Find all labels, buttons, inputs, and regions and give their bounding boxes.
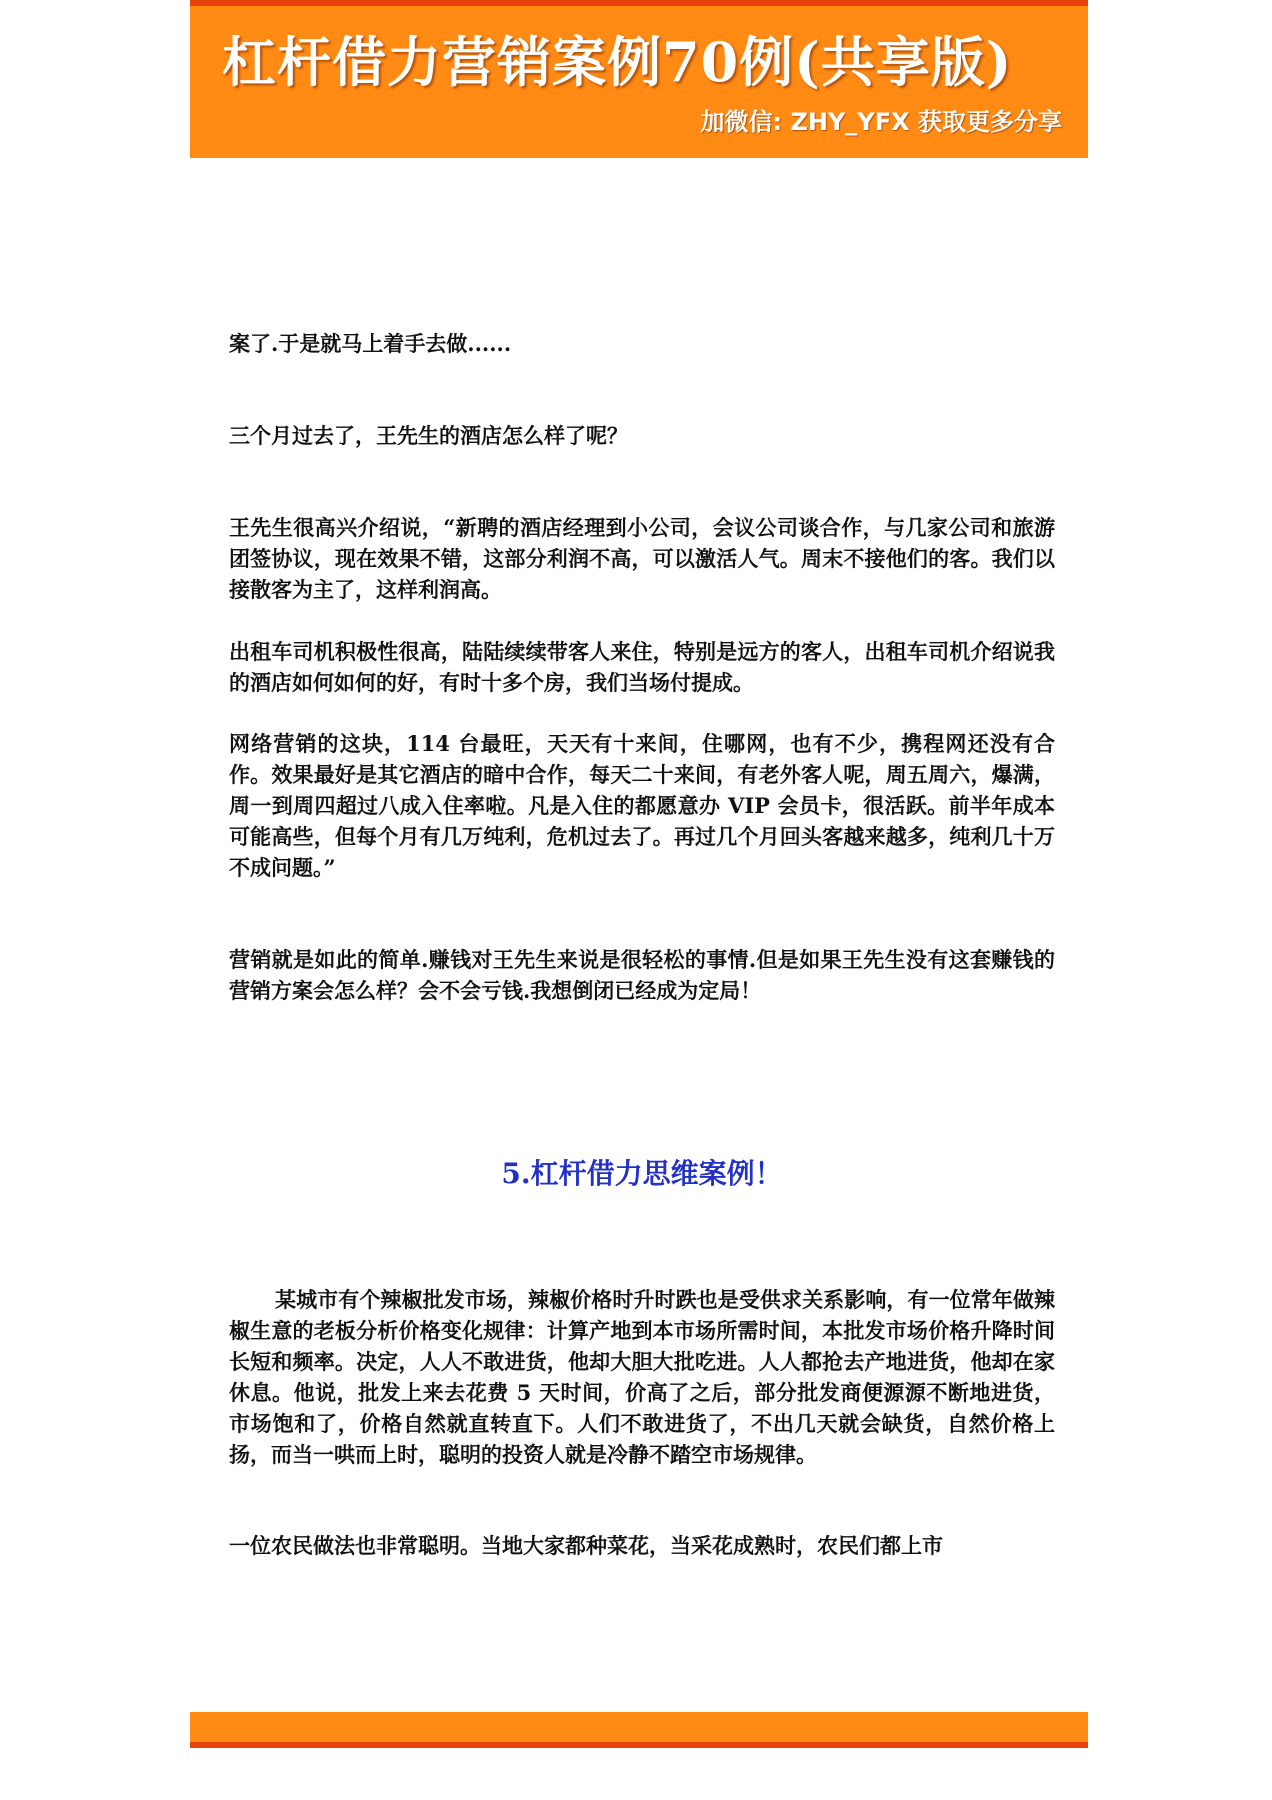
footer-bar [190, 1712, 1088, 1748]
paragraph-3: 王先生很高兴介绍说，“新聘的酒店经理到小公司，会议公司谈合作，与几家公司和旅游团签协议，现在效果不错，这部分利润不高，可以激活人气。周末不接他们的客。我们以接散客为主了，这样利润高。 [229, 515, 1055, 602]
paragraph-5: 网络营销的这块，114 台最旺，天天有十来间，住哪网，也有不少，携程网还没有合作。效果最好是其它酒店的暗中合作，每天二十来间，有老外客人呢，周五周六，爆满，周一到周四超过八成入住率啦。凡是入住的都愿意办 VIP 会员卡，很活跃。前半年成本可能高些，但每个月有几万纯利，危机过去了。再过几个月回头客越来越多，纯利几十万不成问题。” [229, 731, 1055, 880]
header-subtitle: 加微信: ZHY_YFX 获取更多分享 [700, 108, 1062, 136]
header-title: 杠杆借力营销案例70例(共享版) [222, 30, 1013, 94]
paragraph-4: 出租车司机积极性很高，陆陆续续带客人来住，特别是远方的客人，出租车司机介绍说我的酒店如何如何的好，有时十多个房，我们当场付提成。 [229, 639, 1055, 695]
paragraph-2: 三个月过去了，王先生的酒店怎么样了呢？ [229, 423, 628, 448]
paragraph-6: 营销就是如此的简单.赚钱对王先生来说是很轻松的事情.但是如果王先生没有这套赚钱的营销方案会怎么样？会不会亏钱.我想倒闭已经成为定局！ [229, 947, 1055, 1003]
section-heading: 5.杠杆借力思维案例！ [501, 1157, 783, 1190]
header-banner [190, 0, 1088, 158]
paragraph-8: 一位农民做法也非常聪明。当地大家都种菜花，当采花成熟时，农民们都上市 [229, 1533, 943, 1558]
paragraph-7: 某城市有个辣椒批发市场，辣椒价格时升时跌也是受供求关系影响，有一位常年做辣椒生意的老板分析价格变化规律：计算产地到本市场所需时间，本批发市场价格升降时间长短和频率。决定，人人不敢进货，他却大胆大批吃进。人人都抢去产地进货，他却在家休息。他说，批发上来去花费 5 天时间，价高了之后，部分批发商便源源不断地进货，市场饱和了，价格自然就直转直下。人们不敢进货了，不出几天就会缺货，自然价格上扬，而当一哄而上时，聪明的投资人就是冷静不踏空市场规律。 [229, 1287, 1055, 1467]
paragraph-1: 案了.于是就马上着手去做...... [229, 331, 512, 356]
